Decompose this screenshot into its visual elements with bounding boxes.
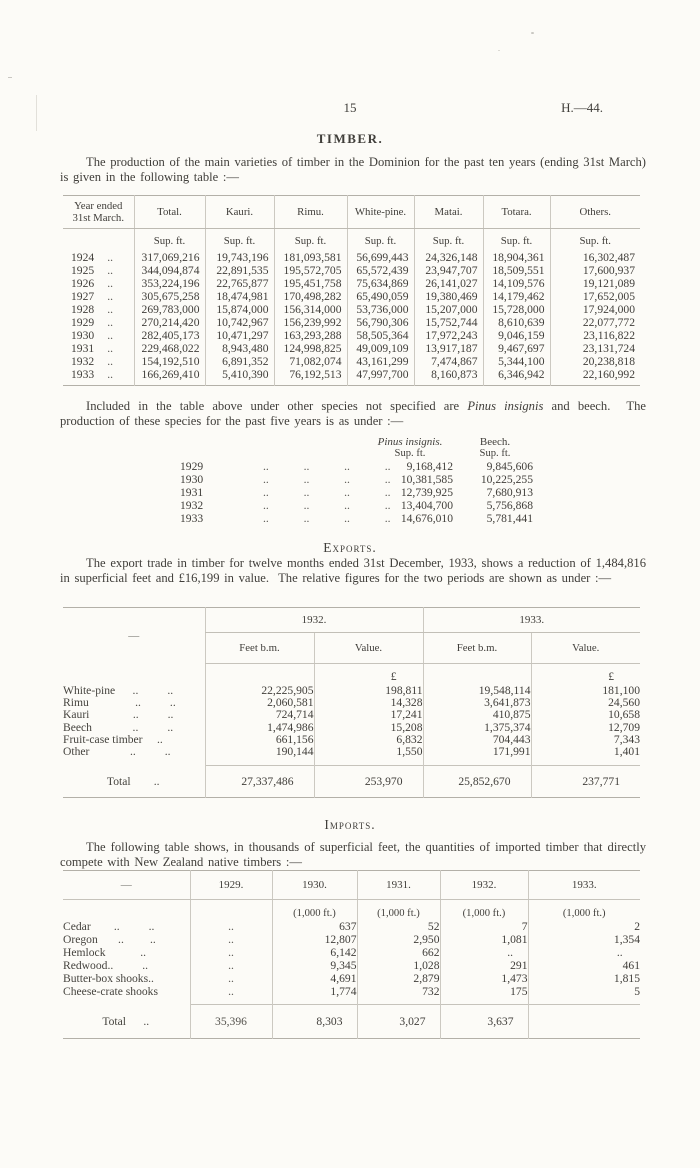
value-cell: 13,404,700 — [400, 499, 453, 512]
value-cell: 9,345 — [272, 959, 357, 972]
value-cell: 18,509,551 — [483, 264, 550, 277]
dot-leader: .. — [107, 303, 113, 316]
value-cell: 65,572,439 — [347, 264, 414, 277]
total-value — [528, 1005, 640, 1039]
placeholder-dash: — — [63, 871, 190, 900]
table-row — [63, 355, 640, 368]
total-value: 3,637 — [440, 1005, 528, 1039]
value-cell: 1,375,374 — [423, 722, 531, 734]
column-group-1933: 1933. — [423, 608, 640, 633]
value-cell: 9,168,412 — [406, 460, 453, 473]
value-cell: 282,405,173 — [134, 329, 205, 342]
unit-label: (1,000 ft.) — [357, 900, 440, 921]
nil-cell: .. — [190, 933, 272, 946]
production-table — [63, 195, 640, 386]
value-cell: 22,160,992 — [550, 368, 640, 386]
value-cell: 1,401 — [531, 746, 640, 766]
nil-cell: 35,396 — [190, 1005, 272, 1039]
value-cell: 26,141,027 — [414, 277, 483, 290]
value-cell: 171,991 — [423, 746, 531, 766]
value-cell: 5 — [528, 985, 640, 1005]
production-table-body — [63, 251, 640, 386]
value-cell: 12,739,925 — [400, 486, 453, 499]
value-cell: 23,116,822 — [550, 329, 640, 342]
year-label: 1932 — [180, 499, 204, 512]
value-cell: 175 — [440, 985, 528, 1005]
unit-label: (1,000 ft.) — [440, 900, 528, 921]
value-cell: 1,550 — [314, 746, 423, 766]
unit-label: Sup. ft. — [394, 448, 426, 459]
column-header-value: Value. — [531, 633, 640, 664]
value-cell: 1,354 — [528, 933, 640, 946]
value-cell: 14,676,010 — [400, 512, 453, 525]
column-header-rimu: Rimu. — [274, 196, 347, 229]
value-cell: 24,560 — [531, 697, 640, 709]
row-label: White-pine .. .. — [63, 684, 174, 697]
column-header-pinus-insignis: Pinus insignis. — [377, 436, 443, 448]
value-cell: 65,490,059 — [347, 290, 414, 303]
year-label: 1926 — [71, 277, 95, 290]
dot-leader: .. — [107, 316, 113, 329]
value-cell: 1,474,986 — [205, 722, 314, 734]
table-row — [63, 709, 640, 721]
value-cell: .. — [440, 946, 528, 959]
unit-label: Sup. ft. — [347, 229, 414, 252]
dot-leader: .. — [107, 277, 113, 290]
value-cell: 12,807 — [272, 933, 357, 946]
value-cell: 1,473 — [440, 972, 528, 985]
column-header-matai: Matai. — [414, 196, 483, 229]
year-label: 1931 — [71, 342, 95, 355]
imports-table — [63, 870, 640, 1039]
value-cell: 124,998,825 — [274, 342, 347, 355]
value-cell: 13,917,187 — [414, 342, 483, 355]
value-cell: 10,225,255 — [480, 473, 533, 486]
year-label: 1933 — [180, 512, 204, 525]
value-cell: 19,548,114 — [423, 685, 531, 697]
page-number: 15 — [343, 100, 357, 115]
value-cell: 17,924,000 — [550, 303, 640, 316]
value-cell: 5,344,100 — [483, 355, 550, 368]
placeholder-dash: — — [128, 629, 140, 642]
value-cell: 6,346,942 — [483, 368, 550, 386]
species-table-body — [180, 460, 535, 525]
value-cell: 198,811 — [314, 685, 423, 697]
value-cell: 12,709 — [531, 722, 640, 734]
value-cell: 6,891,352 — [205, 355, 274, 368]
value-cell: 14,109,576 — [483, 277, 550, 290]
species-units-row — [180, 448, 535, 460]
value-cell: 20,238,818 — [550, 355, 640, 368]
imports-paragraph: The following table shows, in thousands of superficial feet, the quantities of imported timber that directly compete with New Zealand native timbers :— — [60, 840, 646, 869]
value-cell: 704,443 — [423, 734, 531, 746]
value-cell: 2,950 — [357, 933, 440, 946]
column-header-1932: 1932. — [440, 871, 528, 900]
year-label: 1930 — [180, 473, 204, 486]
table-row — [63, 251, 640, 264]
value-cell: 269,783,000 — [134, 303, 205, 316]
value-cell: 661,156 — [205, 734, 314, 746]
year-label: 1933 — [71, 368, 95, 381]
row-label: Hemlock .. — [63, 946, 147, 959]
value-cell: 154,192,510 — [134, 355, 205, 368]
table-row — [63, 329, 640, 342]
table-row — [63, 290, 640, 303]
value-cell: 14,328 — [314, 697, 423, 709]
table-row — [180, 460, 535, 473]
imports-total-row — [63, 1005, 640, 1039]
value-cell: 15,874,000 — [205, 303, 274, 316]
value-cell: 732 — [357, 985, 440, 1005]
value-cell: 1,081 — [440, 933, 528, 946]
dot-leader: .. — [107, 329, 113, 342]
value-cell: 1,774 — [272, 985, 357, 1005]
value-cell: 662 — [357, 946, 440, 959]
value-cell: 353,224,196 — [134, 277, 205, 290]
dot-leader: .. — [107, 264, 113, 277]
exports-total-row — [63, 766, 640, 798]
value-cell: 190,144 — [205, 746, 314, 766]
table-row — [63, 920, 640, 933]
row-label: Fruit-case timber .. — [63, 732, 163, 746]
row-label: Redwood.. .. — [63, 959, 149, 972]
dot-leader: .. .. .. .. — [263, 460, 391, 473]
unit-label: Sup. ft. — [414, 229, 483, 252]
exports-table — [63, 607, 640, 798]
year-label: 1931 — [180, 486, 204, 499]
pound-sign: £ — [314, 664, 423, 686]
year-label: 1927 — [71, 290, 95, 303]
nil-cell: .. — [190, 946, 272, 959]
total-label: Total .. — [106, 774, 160, 788]
exports-group-header — [63, 608, 640, 633]
table-row — [63, 985, 640, 1005]
value-cell: 344,094,874 — [134, 264, 205, 277]
value-cell: 17,600,937 — [550, 264, 640, 277]
dot-leader: .. — [107, 251, 113, 264]
column-header-beech: Beech. — [479, 436, 511, 448]
column-header-year: Year ended 31st March. — [63, 196, 134, 229]
imports-heading: Imports. — [324, 817, 376, 832]
dot-leader: .. .. .. .. — [263, 499, 391, 512]
value-cell: 15,207,000 — [414, 303, 483, 316]
nil-cell: .. — [190, 985, 272, 1005]
value-cell: 1,815 — [528, 972, 640, 985]
dot-leader: .. — [107, 290, 113, 303]
value-cell: 5,410,390 — [205, 368, 274, 386]
total-value: 237,771 — [531, 766, 640, 798]
unit-label: Sup. ft. — [479, 448, 511, 459]
value-cell: 170,498,282 — [274, 290, 347, 303]
table-row — [180, 473, 535, 486]
value-cell: 56,790,306 — [347, 316, 414, 329]
dot-leader: .. — [107, 342, 113, 355]
value-cell: 181,100 — [531, 685, 640, 697]
value-cell: 181,093,581 — [274, 251, 347, 264]
value-cell: 10,742,967 — [205, 316, 274, 329]
value-cell: 2 — [528, 920, 640, 933]
value-cell: 461 — [528, 959, 640, 972]
species-name-italic: Pinus insignis — [467, 399, 544, 413]
value-cell: 7 — [440, 920, 528, 933]
value-cell: 53,736,000 — [347, 303, 414, 316]
value-cell: 8,943,480 — [205, 342, 274, 355]
table-row — [63, 933, 640, 946]
value-cell: 2,060,581 — [205, 697, 314, 709]
value-cell: 724,714 — [205, 709, 314, 721]
dot-leader: .. .. .. .. — [263, 486, 391, 499]
value-cell: 17,652,005 — [550, 290, 640, 303]
page-title: TIMBER. — [316, 131, 384, 146]
value-cell: 8,610,639 — [483, 316, 550, 329]
row-label: Rimu .. .. — [63, 696, 176, 710]
value-cell: 22,891,535 — [205, 264, 274, 277]
value-cell: 15,728,000 — [483, 303, 550, 316]
value-cell: 156,239,992 — [274, 316, 347, 329]
nil-cell: .. — [190, 959, 272, 972]
column-header-1931: 1931. — [357, 871, 440, 900]
table-row — [63, 972, 640, 985]
table-row — [63, 946, 640, 959]
dot-leader: .. — [107, 368, 113, 381]
value-cell: 56,699,443 — [347, 251, 414, 264]
value-cell: 156,314,000 — [274, 303, 347, 316]
value-cell: 229,468,022 — [134, 342, 205, 355]
dot-leader: .. — [107, 355, 113, 368]
value-cell: 10,471,297 — [205, 329, 274, 342]
row-label: Other .. .. — [63, 745, 171, 759]
value-cell: 22,765,877 — [205, 277, 274, 290]
row-label: Beech .. .. — [63, 720, 174, 734]
value-cell: 18,474,981 — [205, 290, 274, 303]
production-table-header — [63, 196, 640, 229]
value-cell: 18,904,361 — [483, 251, 550, 264]
intro-paragraph: The production of the main varieties of timber in the Dominion for the past ten years (ending 31st March) is given in the following table :— — [60, 155, 646, 184]
value-cell: 1,028 — [357, 959, 440, 972]
column-header-value: Value. — [314, 633, 423, 664]
column-header-total: Total. — [134, 196, 205, 229]
year-label: 1925 — [71, 264, 95, 277]
value-cell: 19,380,469 — [414, 290, 483, 303]
row-label: Cedar .. .. — [63, 920, 155, 933]
total-label: Total .. — [102, 1014, 150, 1028]
scan-speck — [8, 77, 12, 78]
value-cell: 76,192,513 — [274, 368, 347, 386]
table-row — [63, 277, 640, 290]
year-label: 1932 — [71, 355, 95, 368]
unit-label: Sup. ft. — [134, 229, 205, 252]
units-row — [63, 229, 640, 252]
value-cell: 19,743,196 — [205, 251, 274, 264]
value-cell: 7,474,867 — [414, 355, 483, 368]
value-cell: 9,046,159 — [483, 329, 550, 342]
unit-label: Sup. ft. — [550, 229, 640, 252]
value-cell: 47,997,700 — [347, 368, 414, 386]
value-cell: 270,214,420 — [134, 316, 205, 329]
imports-header-row — [63, 871, 640, 900]
total-value: 253,970 — [314, 766, 423, 798]
value-cell: 163,293,288 — [274, 329, 347, 342]
value-cell: 23,947,707 — [414, 264, 483, 277]
column-header-white-pine: White-pine. — [347, 196, 414, 229]
total-value: 3,027 — [357, 1005, 440, 1039]
value-cell: 58,505,364 — [347, 329, 414, 342]
column-header-1930: 1930. — [272, 871, 357, 900]
year-label: 1929 — [71, 316, 95, 329]
nil-cell: .. — [190, 972, 272, 985]
value-cell: 10,381,585 — [400, 473, 453, 486]
column-header-kauri: Kauri. — [205, 196, 274, 229]
value-cell: 15,208 — [314, 722, 423, 734]
column-header-1933: 1933. — [528, 871, 640, 900]
value-cell: 305,675,258 — [134, 290, 205, 303]
nil-cell: .. — [190, 920, 272, 933]
value-cell: 166,269,410 — [134, 368, 205, 386]
value-cell: 6,832 — [314, 734, 423, 746]
total-value: 8,303 — [272, 1005, 357, 1039]
table-row — [180, 512, 535, 525]
value-cell: 2,879 — [357, 972, 440, 985]
row-label: Cheese-crate shooks — [63, 985, 158, 999]
year-label: 1929 — [180, 460, 204, 473]
column-header-feet-bm: Feet b.m. — [423, 633, 531, 664]
value-cell: 195,451,758 — [274, 277, 347, 290]
value-cell: 22,225,905 — [205, 685, 314, 697]
value-cell: 3,641,873 — [423, 697, 531, 709]
column-header-1929: 1929. — [190, 871, 272, 900]
species-paragraph — [60, 399, 646, 429]
value-cell: 71,082,074 — [274, 355, 347, 368]
total-value: 25,852,670 — [423, 766, 531, 798]
column-header-totara: Totara. — [483, 196, 550, 229]
year-label: 1930 — [71, 329, 95, 342]
exports-table-body — [63, 685, 640, 766]
exports-paragraph: The export trade in timber for twelve months ended 31st December, 1933, shows a reduction of 1,484,816 in superficial feet and £16,199 in value. The relative figures for the two periods are shown as under :— — [60, 556, 646, 585]
value-cell: 5,756,868 — [486, 499, 533, 512]
value-cell: 15,752,744 — [414, 316, 483, 329]
species-paragraph-part2: and beech. The production of these species for the past five years is as under :— — [60, 399, 646, 428]
value-cell: 17,972,243 — [414, 329, 483, 342]
value-cell: 43,161,299 — [347, 355, 414, 368]
unit-label: Sup. ft. — [483, 229, 550, 252]
dot-leader: .. .. .. .. — [263, 473, 391, 486]
value-cell: 10,658 — [531, 709, 640, 721]
unit-label: (1,000 ft.) — [528, 900, 640, 921]
year-label: 1928 — [71, 303, 95, 316]
document-reference: H.—44. — [561, 100, 603, 115]
row-label: Butter-box shooks.. — [63, 972, 154, 985]
species-header-row — [180, 436, 535, 448]
currency-row — [63, 664, 640, 686]
pound-sign: £ — [531, 664, 640, 686]
value-cell: 8,160,873 — [414, 368, 483, 386]
table-row — [63, 303, 640, 316]
table-row — [63, 368, 640, 386]
value-cell: 291 — [440, 959, 528, 972]
value-cell: 9,845,606 — [486, 460, 533, 473]
scan-speck — [498, 50, 500, 51]
column-group-1932: 1932. — [205, 608, 423, 633]
imports-units-row — [63, 900, 640, 921]
value-cell: 7,343 — [531, 734, 640, 746]
value-cell: .. — [528, 946, 640, 959]
value-cell: 75,634,869 — [347, 277, 414, 290]
species-production-table — [180, 436, 535, 525]
dot-leader: .. .. .. .. — [263, 512, 391, 525]
value-cell: 637 — [272, 920, 357, 933]
value-cell: 17,241 — [314, 709, 423, 721]
unit-label: Sup. ft. — [274, 229, 347, 252]
table-row — [63, 734, 640, 746]
value-cell: 317,069,216 — [134, 251, 205, 264]
value-cell: 49,009,109 — [347, 342, 414, 355]
value-cell: 19,121,089 — [550, 277, 640, 290]
value-cell: 410,875 — [423, 709, 531, 721]
year-label: 1924 — [71, 251, 95, 264]
value-cell: 9,467,697 — [483, 342, 550, 355]
page-header — [0, 100, 700, 116]
value-cell: 23,131,724 — [550, 342, 640, 355]
exports-heading: Exports. — [323, 540, 377, 555]
table-row — [180, 486, 535, 499]
value-cell: 4,691 — [272, 972, 357, 985]
value-cell: 24,326,148 — [414, 251, 483, 264]
unit-label: (1,000 ft.) — [272, 900, 357, 921]
value-cell: 6,142 — [272, 946, 357, 959]
table-row — [63, 722, 640, 734]
value-cell: 52 — [357, 920, 440, 933]
table-row — [63, 746, 640, 766]
scan-speck — [531, 32, 534, 34]
value-cell: 5,781,441 — [486, 512, 533, 525]
value-cell: 14,179,462 — [483, 290, 550, 303]
table-row — [63, 264, 640, 277]
table-row — [63, 316, 640, 329]
value-cell: 7,680,913 — [486, 486, 533, 499]
column-header-others: Others. — [550, 196, 640, 229]
row-label: Kauri .. .. — [63, 708, 174, 722]
value-cell: 16,302,487 — [550, 251, 640, 264]
column-header-feet-bm: Feet b.m. — [205, 633, 314, 664]
table-row — [63, 959, 640, 972]
table-row — [63, 342, 640, 355]
value-cell: 22,077,772 — [550, 316, 640, 329]
row-label: Oregon .. .. — [63, 933, 156, 946]
unit-label: Sup. ft. — [205, 229, 274, 252]
imports-table-body — [63, 920, 640, 1005]
species-paragraph-part1: Included in the table above under other species not specified are — [86, 399, 468, 413]
value-cell: 195,572,705 — [274, 264, 347, 277]
table-row — [180, 499, 535, 512]
total-value: 27,337,486 — [205, 766, 314, 798]
